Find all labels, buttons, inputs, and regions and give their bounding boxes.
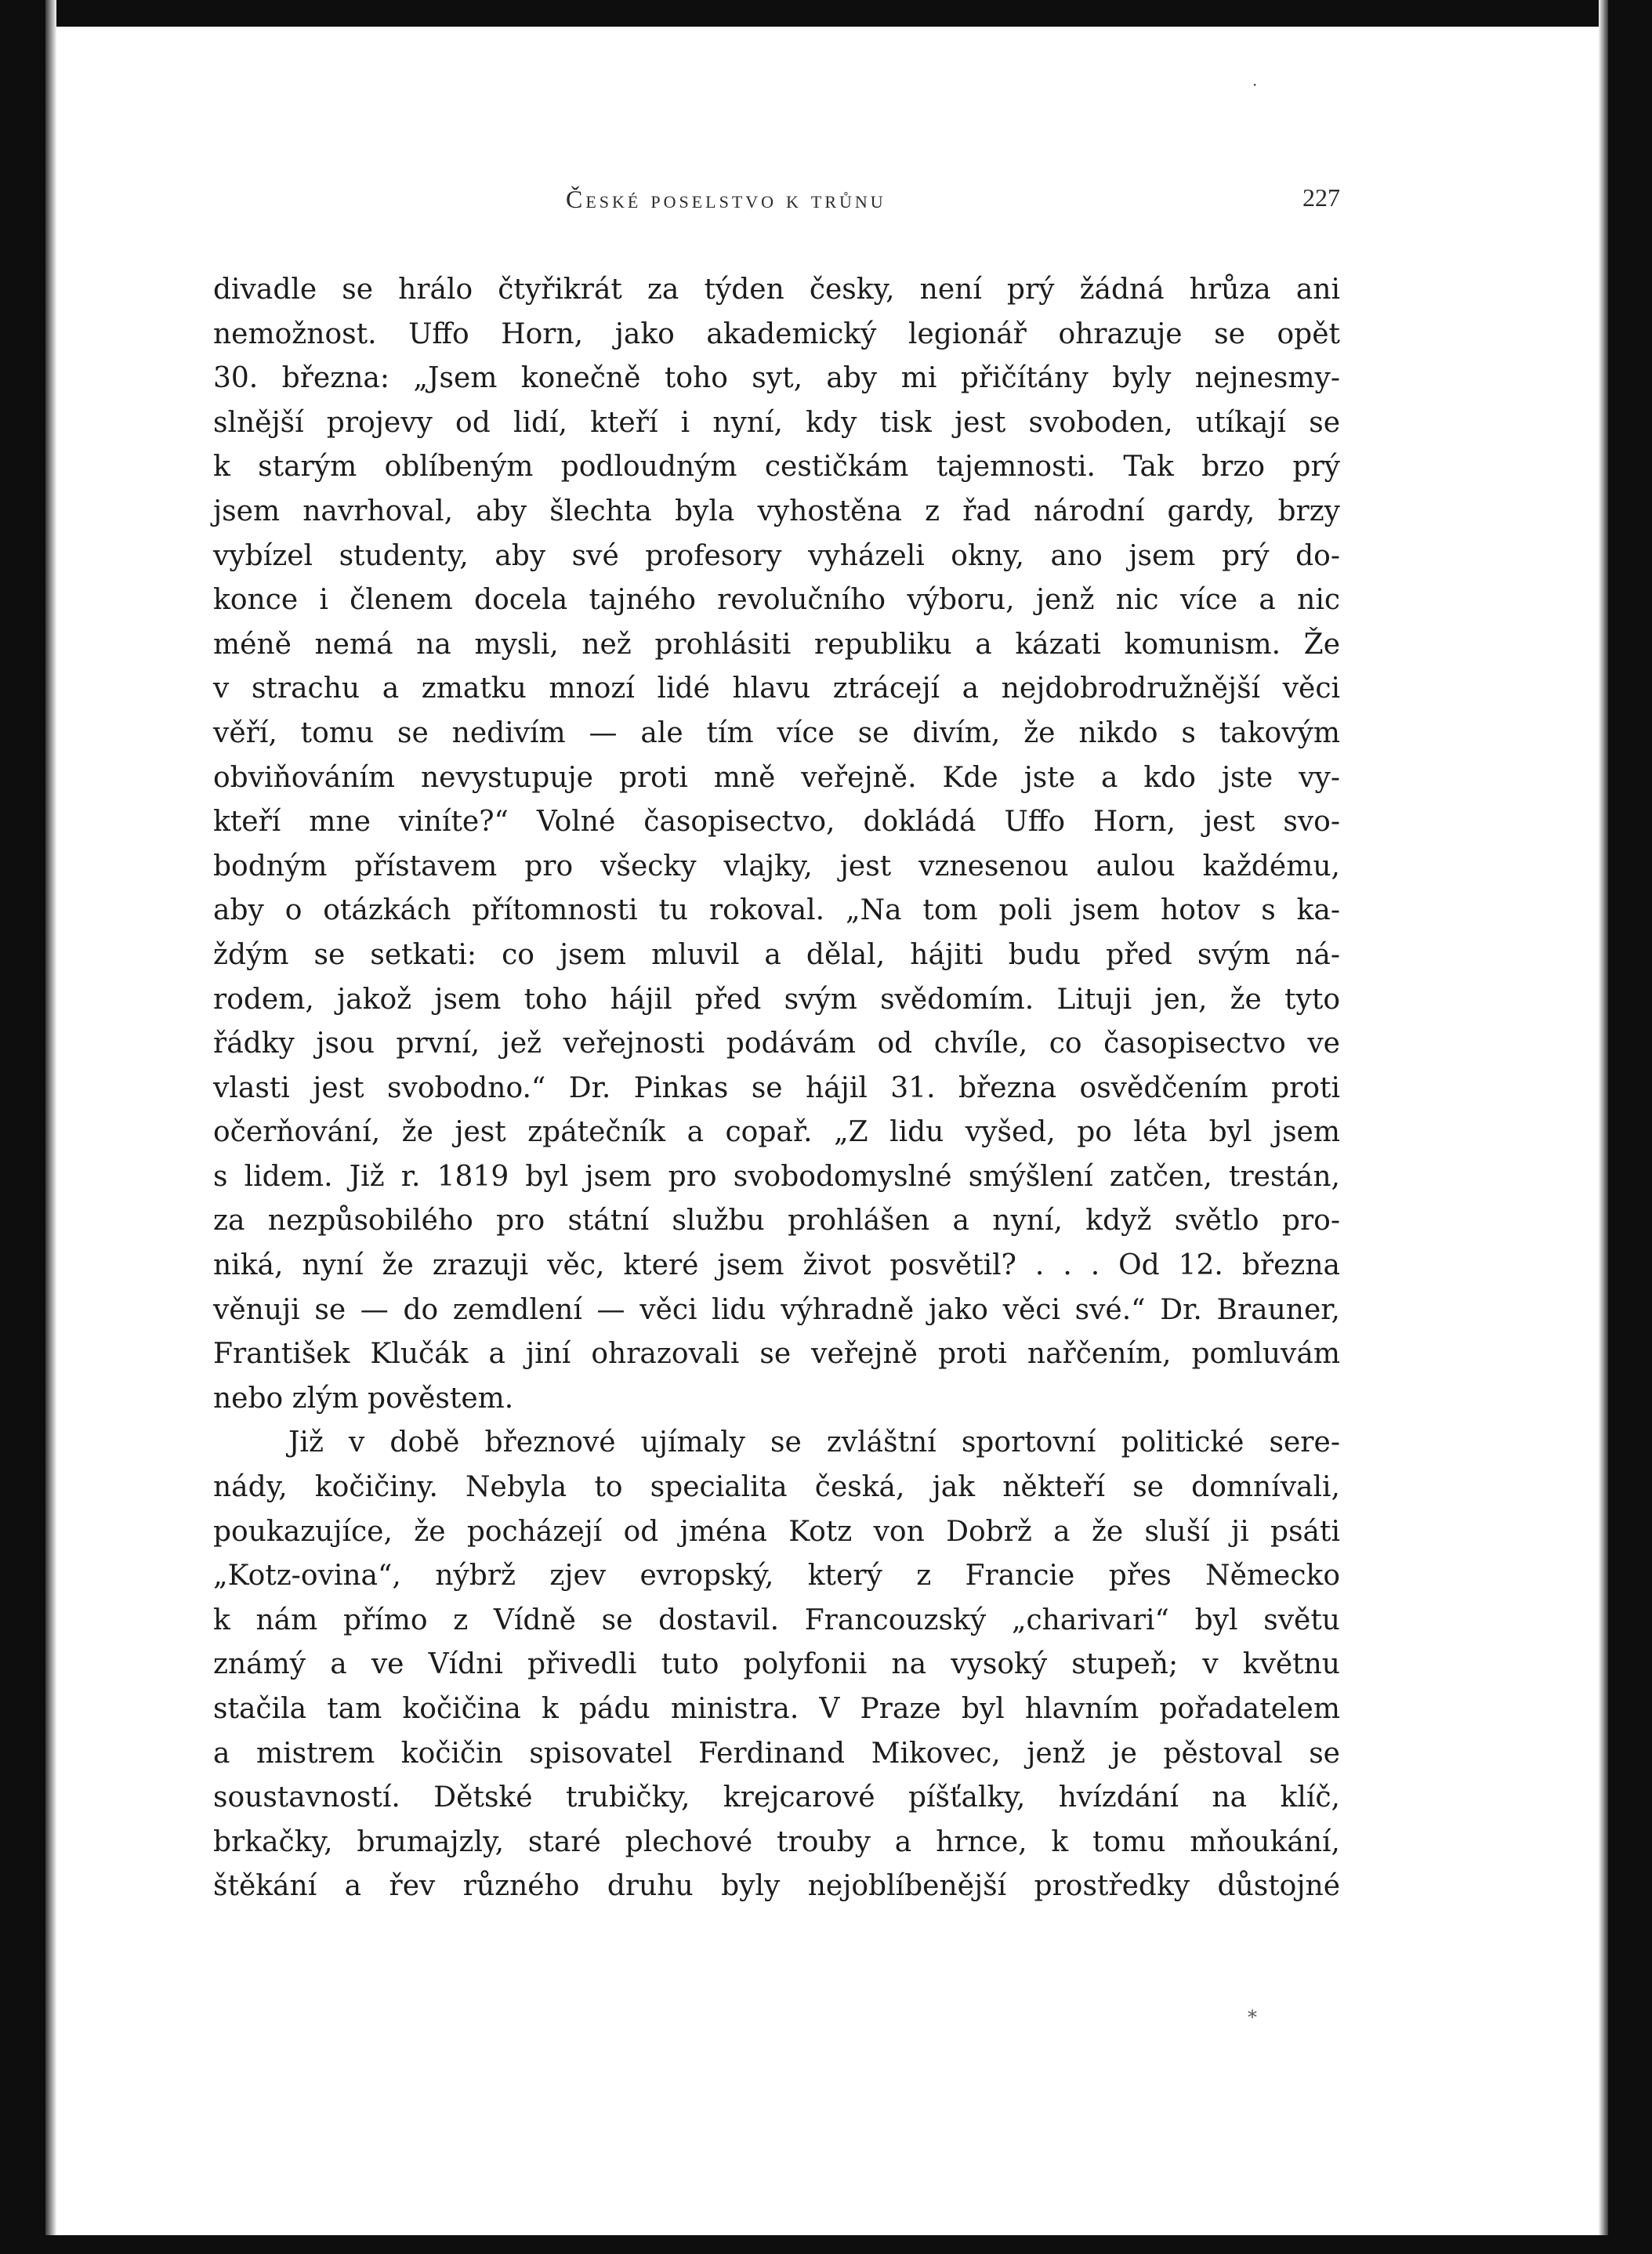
text-line: obviňováním nevystupuje proti mně veřejně. Kde jste a kdo jste vy-	[213, 761, 1340, 794]
text-line: nády, kočičiny. Nebyla to specialita česká, jak někteří se domnívali,	[213, 1471, 1340, 1504]
text-line: bodným přístavem pro všecky vlajky, jest vznesenou aulou každému,	[213, 850, 1340, 882]
scan-border-left-shadow	[45, 0, 56, 2254]
text-line: vybízel studenty, aby své profesory vyházeli okny, ano jsem prý do-	[213, 539, 1340, 572]
page-header	[213, 179, 1340, 226]
text-line: František Klučák a jiní ohrazovali se veřejně proti nařčením, pomluvám	[213, 1338, 1340, 1371]
text-line: známý a ve Vídni přivedli tuto polyfonii na vysoký stupeň; v květnu	[213, 1648, 1340, 1681]
page-number: 227	[1302, 183, 1340, 212]
text-line: za nezpůsobilého pro státní službu prohlášen a nyní, když světlo pro-	[213, 1205, 1340, 1238]
text-line: ždým se setkati: co jsem mluvil a dělal, hájiti budu před svým ná-	[213, 938, 1340, 971]
text-line: očerňování, že jest zpátečník a copař. „Z lidu vyšed, po léta byl jsem	[213, 1116, 1340, 1149]
text-line: štěkání a řev různého druhu byly nejoblíbenější prostředky důstojné	[213, 1870, 1340, 1903]
text-line: divadle se hrálo čtyřikrát za týden česky, není prý žádná hrůza ani	[213, 274, 1340, 306]
scan-border-right	[1608, 0, 1652, 2254]
scan-border-right-shadow	[1599, 0, 1608, 2254]
text-line: věnuji se — do zemdlení — věci lidu výhradně jako věci své.“ Dr. Brauner,	[213, 1293, 1340, 1326]
text-line: soustavností. Dětské trubičky, krejcarové píšťalky, hvízdání na klíč,	[213, 1781, 1340, 1814]
text-line: niká, nyní že zrazuji věc, které jsem život posvětil? . . . Od 12. března	[213, 1249, 1340, 1282]
text-line: věří, tomu se nedivím — ale tím více se divím, že nikdo s takovým	[213, 716, 1340, 749]
top-margin-mark: ·	[1252, 75, 1258, 94]
text-line-paragraph-end: nebo zlým pověstem.	[213, 1382, 514, 1415]
text-line: s lidem. Již r. 1819 byl jsem pro svobodomyslné smýšlení zatčen, trestán,	[213, 1160, 1340, 1193]
scan-border-left	[0, 0, 45, 2254]
text-line: k nám přímo z Vídně se dostavil. Francouzský „charivari“ byl světu	[213, 1604, 1340, 1636]
text-line: konce i členem docela tajného revolučního výboru, jenž nic více a nic	[213, 584, 1340, 617]
scan-border-top	[0, 0, 1652, 27]
text-line: nemožnost. Uffo Horn, jako akademický legionář ohrazuje se opět	[213, 317, 1340, 350]
body-text	[213, 268, 1340, 1909]
text-line: k starým oblíbeným podloudným cestičkám tajemnosti. Tak brzo prý	[213, 451, 1340, 484]
text-line: v strachu a zmatku mnozí lidé hlavu ztrácejí a nejdobrodružnější věci	[213, 672, 1340, 705]
text-line: kteří mne viníte?“ Volné časopisectvo, dokládá Uffo Horn, jest svo-	[213, 806, 1340, 839]
text-line-paragraph-start: Již v době březnové ujímaly se zvláštní sportovní politické sere-	[288, 1426, 1340, 1459]
text-line: brkačky, brumajzly, staré plechové trouby a hrnce, k tomu mňoukání,	[213, 1825, 1340, 1858]
text-line: vlasti jest svobodno.“ Dr. Pinkas se hájil 31. března osvědčením proti	[213, 1071, 1340, 1104]
text-line: a mistrem kočičin spisovatel Ferdinand Mikovec, jenž je pěstoval se	[213, 1737, 1340, 1770]
running-head: České poselstvo k trůnu	[566, 185, 886, 213]
text-line: slnější projevy od lidí, kteří i nyní, kdy tisk jest svoboden, utíkají se	[213, 406, 1340, 439]
text-line: „Kotz-ovina“, nýbrž zjev evropský, který z Francie přes Německo	[213, 1560, 1340, 1593]
bottom-margin-mark: *	[1248, 2006, 1257, 2028]
text-line: řádky jsou první, jež veřejnosti podávám od chvíle, co časopisectvo ve	[213, 1027, 1340, 1060]
text-line: poukazujíce, že pocházejí od jména Kotz von Dobrž a že sluší ji psáti	[213, 1515, 1340, 1548]
scan-border-bottom	[0, 2235, 1652, 2254]
text-line: aby o otázkách přítomnosti tu rokoval. „Na tom poli jsem hotov s ka-	[213, 894, 1340, 927]
text-line: méně nemá na mysli, než prohlásiti republiku a kázati komunism. Že	[213, 628, 1340, 661]
text-line: jsem navrhoval, aby šlechta byla vyhostěna z řad národní gardy, brzy	[213, 495, 1340, 527]
text-line: rodem, jakož jsem toho hájil před svým svědomím. Lituji jen, že tyto	[213, 983, 1340, 1016]
text-line: 30. března: „Jsem konečně toho syt, aby mi přičítány byly nejnesmy-	[213, 362, 1340, 395]
text-line: stačila tam kočičina k pádu ministra. V Praze byl hlavním pořadatelem	[213, 1693, 1340, 1725]
